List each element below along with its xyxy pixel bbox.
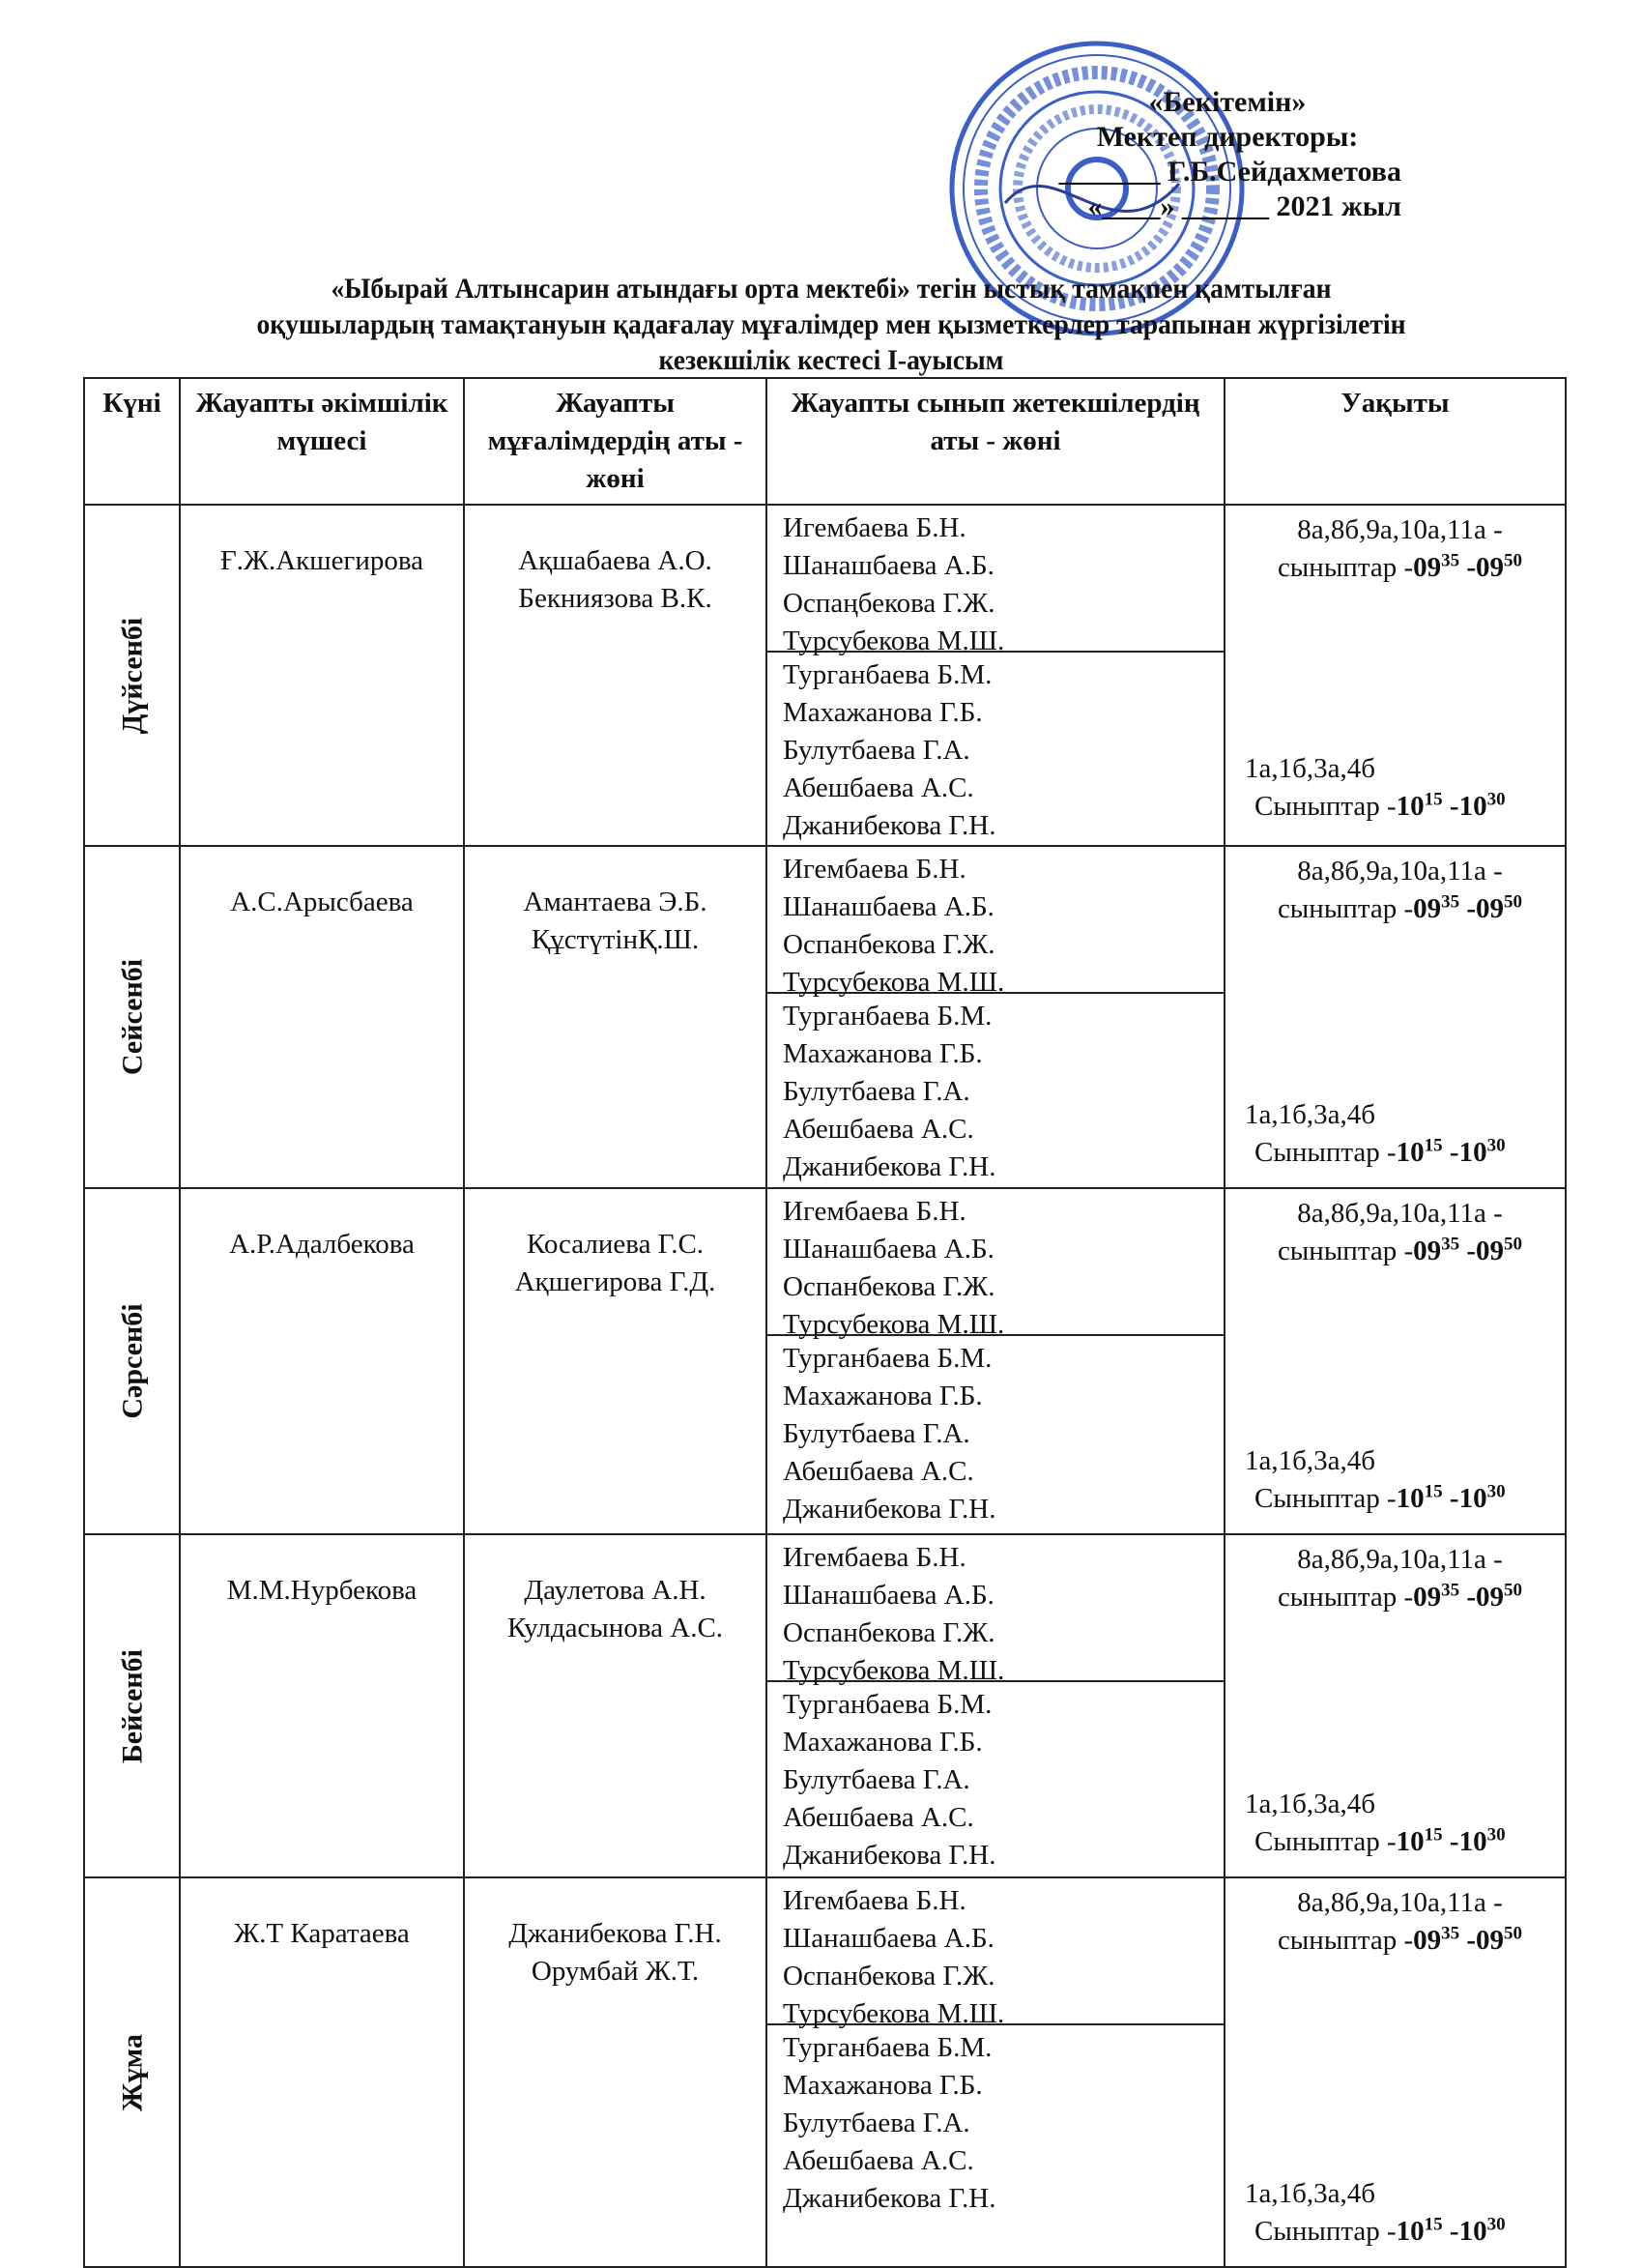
admin-name: А.С.Арысбаева	[230, 887, 414, 917]
class-teacher-name: Турсубекова М.Ш.	[783, 1309, 1005, 1340]
day-cell	[84, 1877, 180, 2267]
teacher-name: Бекниязова В.К.	[518, 583, 712, 614]
class-teacher-name: Абешбаева А.С.	[783, 1114, 974, 1145]
approval-date-line: «____» ______ 2021 жыл	[1087, 190, 1401, 222]
time-cell	[1225, 1877, 1566, 2267]
time-word: Сыныптар -	[1254, 1137, 1397, 1168]
class-teacher-name: Джанибекова Г.Н.	[783, 810, 996, 841]
class-teacher-name: Турсубекова М.Ш.	[783, 967, 1005, 998]
class-teacher-name: Игембаева Б.Н.	[783, 854, 966, 885]
admin-name: М.М.Нурбекова	[226, 1575, 418, 1606]
admin-cell	[180, 846, 464, 1188]
title-line: оқушылардың тамақтануын қадағалау мұғалімдер мен қызметкерлер тарапынан жүргізілетін	[256, 308, 1406, 340]
day-label: Жұма	[116, 2033, 148, 2111]
header-day: Күні	[84, 378, 180, 505]
time-classes: 1а,1б,3а,4б	[1245, 753, 1376, 784]
time-classes: 8а,8б,9а,10а,11а -	[1297, 1544, 1503, 1575]
admin-cell	[180, 505, 464, 846]
day-label: Дүйсенбі	[116, 617, 148, 734]
class-teacher-name: Турганбаева Б.М.	[783, 1001, 993, 1032]
time-slot-1: 8а,8б,9а,10а,11а - сыныптар $-09^{35}$ $-09^{50}$	[1245, 511, 1555, 587]
header-teachers: Жауапты мұғалімдердің аты - жөні	[464, 378, 766, 505]
teacher-name: Ақшабаева А.О.	[518, 545, 712, 576]
class-teacher-name: Турганбаева Б.М.	[783, 1343, 993, 1374]
day-label: Сейсенбі	[116, 958, 148, 1076]
class-teacher-name: Игембаева Б.Н.	[783, 1885, 966, 1916]
approval-heading: «Бекітемін»	[1148, 86, 1307, 118]
title-line: кезекшілік кестесі І-ауысым	[658, 344, 1004, 376]
teachers-cell	[464, 1188, 766, 1534]
class-teacher-name: Булутбаева Г.А.	[783, 1076, 970, 1107]
title-line: «Ыбырай Алтынсарин атындағы орта мектебі» тегін ыстық тамақпен қамтылған	[331, 273, 1332, 305]
class-teacher-name: Махажанова Г.Б.	[783, 1038, 983, 1069]
class-teachers-group-2	[767, 2025, 1224, 2218]
day-cell	[84, 505, 180, 846]
header-admin: Жауапты әкімшілік мүшесі	[180, 378, 464, 505]
teachers-cell	[464, 1534, 766, 1877]
time-classes: 1а,1б,3а,4б	[1245, 1099, 1376, 1130]
admin-name: Ғ.Ж.Акшегирова	[219, 545, 424, 576]
class-teacher-name: Джанибекова Г.Н.	[783, 1151, 996, 1182]
class-teachers-group-2	[767, 1682, 1224, 1875]
class-teacher-name: Шанашбаева А.Б.	[783, 550, 994, 581]
class-teacher-name: Турганбаева Б.М.	[783, 2032, 993, 2063]
day-label: Бейсенбі	[116, 1648, 148, 1763]
class-teacher-name: Оспанбекова Г.Ж.	[783, 1271, 995, 1302]
class-teacher-name: Турганбаева Б.М.	[783, 659, 993, 690]
admin-name: Ж.Т Каратаева	[234, 1918, 410, 1949]
document-title	[137, 271, 1524, 378]
class-teacher-name: Махажанова Г.Б.	[783, 2070, 983, 2101]
teacher-name: Джанибекова Г.Н.	[508, 1918, 722, 1949]
time-slot-1: 8а,8б,9а,10а,11а - сыныптар $-09^{35}$ $-09^{50}$	[1245, 853, 1555, 928]
time-slot-1: 8а,8б,9а,10а,11а - сыныптар $-09^{35}$ $-09^{50}$	[1245, 1884, 1555, 1960]
class-teachers-group-1	[767, 506, 1224, 656]
admin-name: А.Р.Адалбекова	[229, 1229, 415, 1260]
header-row	[84, 378, 1566, 505]
time-classes: 1а,1б,3а,4б	[1245, 1445, 1376, 1476]
time-slot-2: 1а,1б,3а,4б Сыныптар $-10^{15}$ $-10^{30}$	[1245, 1442, 1555, 1518]
teacher-name: ҚұстүтінҚ.Ш.	[531, 924, 700, 955]
teachers-cell	[464, 846, 766, 1188]
class-teacher-name: Шанашбаева А.Б.	[783, 891, 994, 922]
time-classes: 8а,8б,9а,10а,11а -	[1297, 1198, 1503, 1229]
class-teachers-cell	[766, 505, 1225, 846]
class-teacher-name: Джанибекова Г.Н.	[783, 2183, 996, 2214]
class-teacher-name: Игембаева Б.Н.	[783, 512, 966, 543]
class-teacher-name: Турсубекова М.Ш.	[783, 625, 1005, 656]
time-slot-2: 1а,1б,3а,4б Сыныптар $-10^{15}$ $-10^{30}$	[1245, 1786, 1555, 1861]
table-row	[84, 1534, 1566, 1877]
header-time: Уақыты	[1225, 378, 1566, 505]
time-word: Сыныптар -	[1254, 1483, 1397, 1514]
class-teachers-cell	[766, 1534, 1225, 1877]
time-word: сыныптар -	[1277, 893, 1414, 924]
time-cell	[1225, 1188, 1566, 1534]
teacher-name: Косалиева Г.С.	[526, 1229, 705, 1260]
class-teachers-group-1	[767, 1535, 1224, 1686]
teacher-name: Даулетова А.Н.	[524, 1575, 706, 1606]
time-word: сыныптар -	[1277, 1236, 1414, 1266]
class-teacher-name: Абешбаева А.С.	[783, 1802, 974, 1833]
class-teachers-cell	[766, 1188, 1225, 1534]
time-slot-1: 8а,8б,9а,10а,11а - сыныптар $-09^{35}$ $-09^{50}$	[1245, 1541, 1555, 1616]
class-teacher-name: Булутбаева Г.А.	[783, 1418, 970, 1449]
time-cell	[1225, 846, 1566, 1188]
time-cell	[1225, 505, 1566, 846]
time-slot-2: 1а,1б,3а,4б Сыныптар $-10^{15}$ $-10^{30}$	[1245, 1096, 1555, 1172]
table-row	[84, 846, 1566, 1188]
teacher-name: Кулдасынова А.С.	[506, 1613, 724, 1643]
header-class-teachers: Жауапты сынып жетекшілердің аты - жөні	[766, 378, 1225, 505]
time-word: Сыныптар -	[1254, 791, 1397, 822]
class-teacher-name: Махажанова Г.Б.	[783, 697, 983, 728]
time-classes: 1а,1б,3а,4б	[1245, 2178, 1376, 2209]
admin-cell	[180, 1188, 464, 1534]
time-classes: 8а,8б,9а,10а,11а -	[1297, 514, 1503, 545]
class-teacher-name: Турсубекова М.Ш.	[783, 1998, 1005, 2029]
teachers-cell	[464, 1877, 766, 2267]
time-word: сыныптар -	[1277, 1925, 1414, 1956]
time-slot-2: 1а,1б,3а,4б Сыныптар $-10^{15}$ $-10^{30}$	[1245, 2175, 1555, 2251]
class-teacher-name: Булутбаева Г.А.	[783, 1764, 970, 1795]
teacher-name: Орумбай Ж.Т.	[531, 1956, 700, 1987]
class-teacher-name: Оспаңбекова Г.Ж.	[783, 588, 995, 619]
class-teachers-cell	[766, 846, 1225, 1188]
class-teacher-name: Турганбаева Б.М.	[783, 1689, 993, 1720]
class-teachers-group-2	[767, 1336, 1224, 1528]
time-slot-1: 8а,8б,9а,10а,11а - сыныптар $-09^{35}$ $-09^{50}$	[1245, 1195, 1555, 1270]
class-teachers-group-1	[767, 1878, 1224, 2029]
day-cell	[84, 1188, 180, 1534]
time-classes: 8а,8б,9а,10а,11а -	[1297, 1887, 1503, 1918]
table-row	[84, 505, 1566, 846]
day-cell	[84, 1534, 180, 1877]
class-teachers-cell	[766, 1877, 1225, 2267]
class-teachers-group-2	[767, 653, 1224, 845]
class-teachers-group-1	[767, 847, 1224, 998]
admin-cell	[180, 1534, 464, 1877]
class-teacher-name: Махажанова Г.Б.	[783, 1727, 983, 1758]
class-teacher-name: Оспанбекова Г.Ж.	[783, 929, 995, 960]
time-slot-2: 1а,1б,3а,4б Сыныптар $-10^{15}$ $-10^{30}$	[1245, 750, 1555, 826]
time-word: Сыныптар -	[1254, 2216, 1397, 2247]
day-cell	[84, 846, 180, 1188]
class-teacher-name: Оспанбекова Г.Ж.	[783, 1961, 995, 1992]
table-row	[84, 1188, 1566, 1534]
class-teacher-name: Шанашбаева А.Б.	[783, 1923, 994, 1954]
table-row	[84, 1877, 1566, 2267]
time-word: сыныптар -	[1277, 552, 1414, 583]
class-teachers-group-1	[767, 1189, 1224, 1340]
class-teacher-name: Булутбаева Г.А.	[783, 2108, 970, 2138]
class-teachers-group-2	[767, 994, 1224, 1186]
class-teacher-name: Турсубекова М.Ш.	[783, 1655, 1005, 1686]
day-label: Сәрсенбі	[116, 1303, 148, 1419]
class-teacher-name: Джанибекова Г.Н.	[783, 1840, 996, 1871]
teacher-name: Амантаева Э.Б.	[523, 887, 707, 917]
duty-schedule-table	[83, 377, 1567, 2268]
class-teacher-name: Джанибекова Г.Н.	[783, 1494, 996, 1525]
class-teacher-name: Шанашбаева А.Б.	[783, 1234, 994, 1265]
class-teacher-name: Булутбаева Г.А.	[783, 735, 970, 766]
class-teacher-name: Абешбаева А.С.	[783, 772, 974, 803]
time-word: Сыныптар -	[1254, 1826, 1397, 1857]
time-word: сыныптар -	[1277, 1582, 1414, 1613]
teachers-cell	[464, 505, 766, 846]
time-cell	[1225, 1534, 1566, 1877]
class-teacher-name: Шанашбаева А.Б.	[783, 1580, 994, 1611]
class-teacher-name: Игембаева Б.Н.	[783, 1542, 966, 1573]
director-title: Мектеп директоры:	[1096, 121, 1359, 153]
class-teacher-name: Махажанова Г.Б.	[783, 1381, 983, 1411]
admin-cell	[180, 1877, 464, 2267]
director-signature-line: _______ Г.Б.Сейдахметова	[1058, 156, 1401, 188]
teacher-name: Ақшегирова Г.Д.	[514, 1266, 716, 1297]
class-teacher-name: Игембаева Б.Н.	[783, 1196, 966, 1227]
time-classes: 1а,1б,3а,4б	[1245, 1788, 1376, 1819]
class-teacher-name: Оспанбекова Г.Ж.	[783, 1617, 995, 1648]
approval-block	[1053, 85, 1401, 224]
class-teacher-name: Абешбаева А.С.	[783, 2145, 974, 2176]
time-classes: 8а,8б,9а,10а,11а -	[1297, 856, 1503, 887]
class-teacher-name: Абешбаева А.С.	[783, 1456, 974, 1487]
